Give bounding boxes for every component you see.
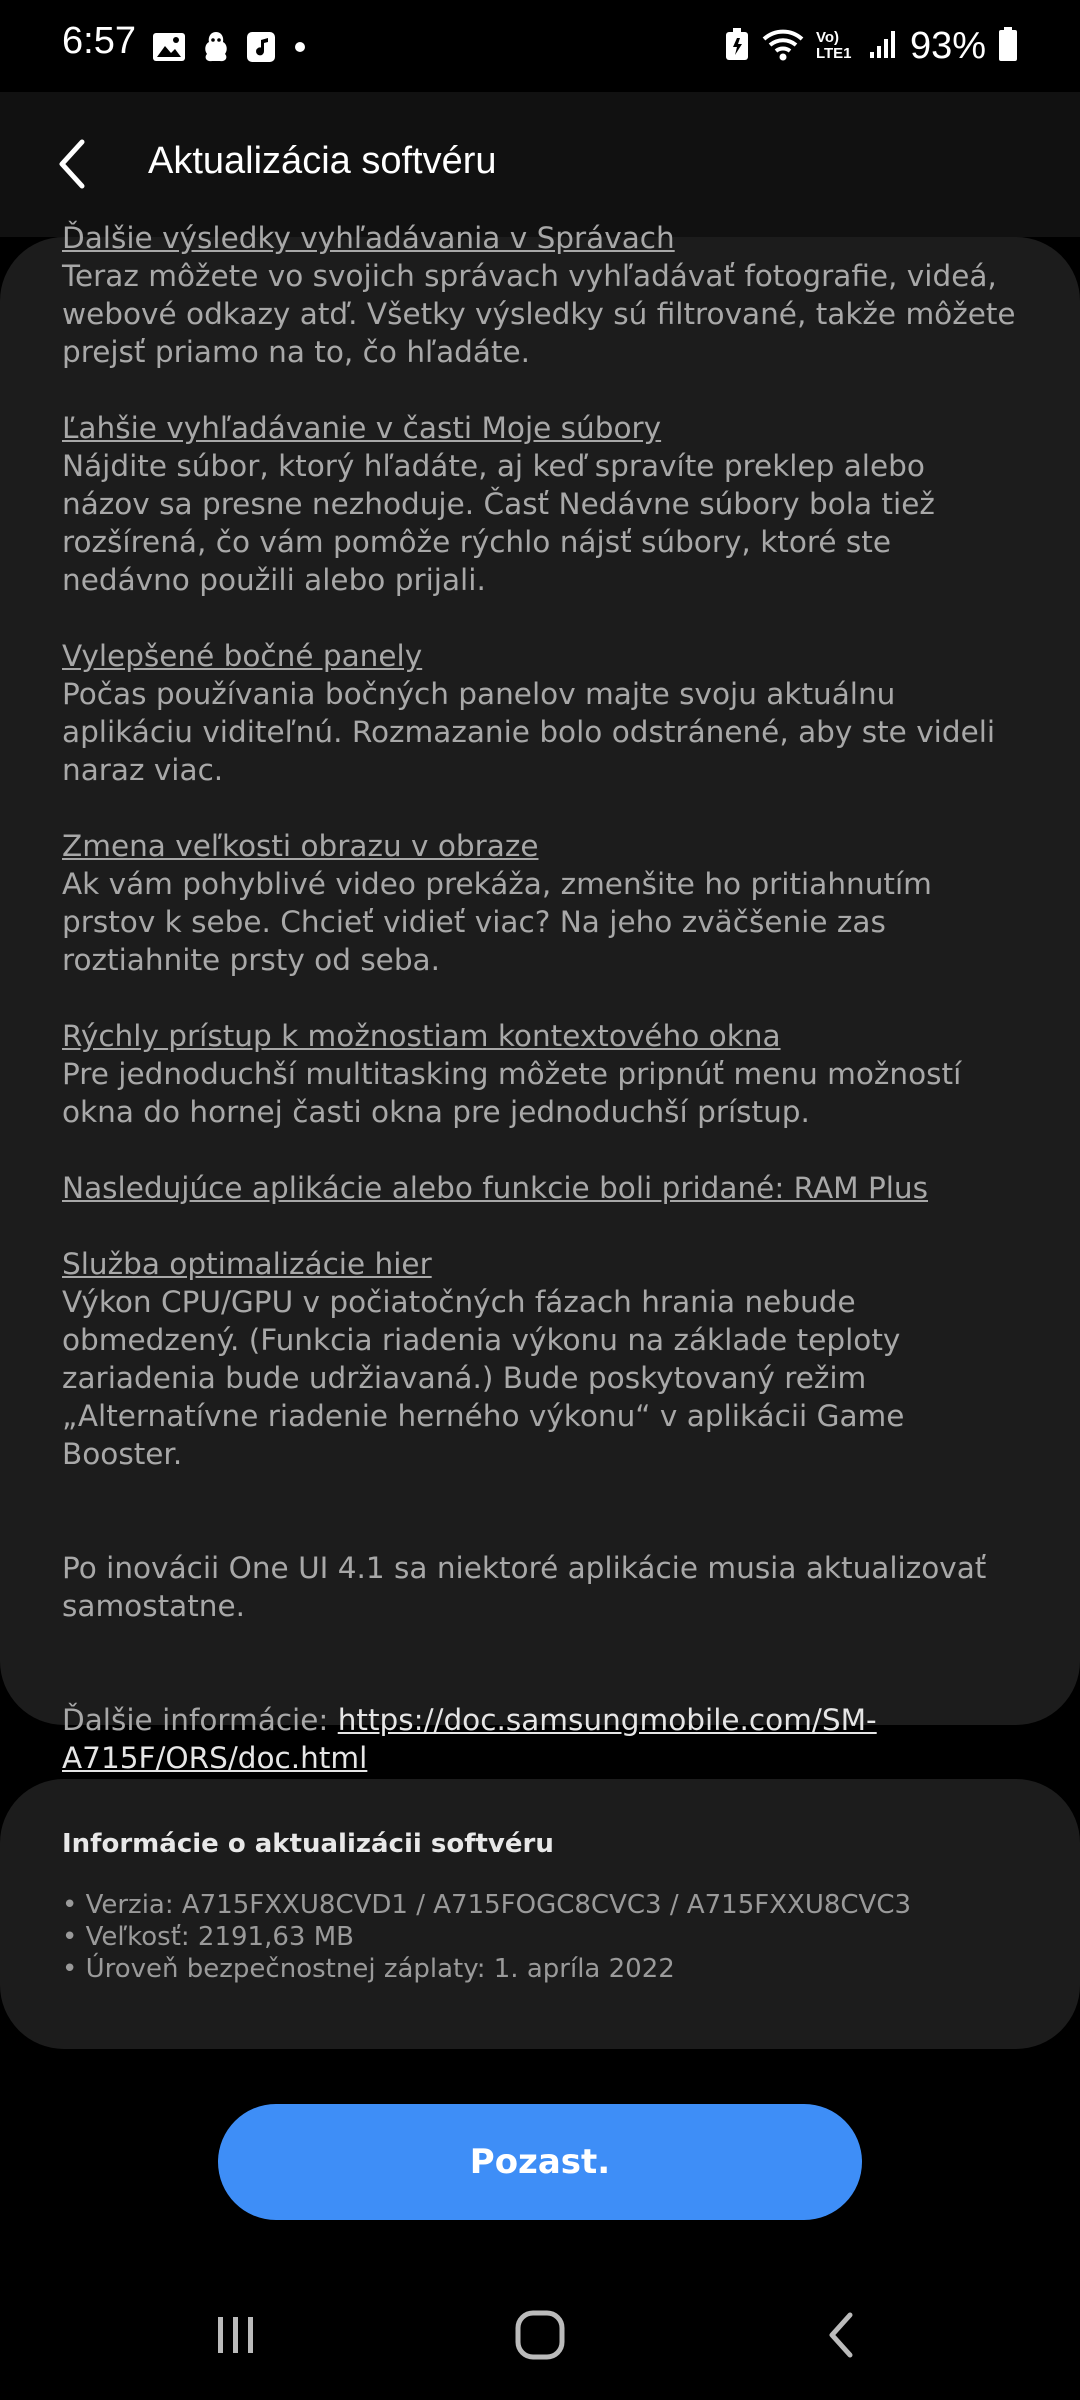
update-info-list	[62, 1889, 911, 1985]
release-notes-card[interactable]	[0, 221, 1080, 1775]
spacer	[62, 1663, 1022, 1701]
note-title[interactable]: Ďalšie výsledky vyhľadávania v Správach	[62, 221, 675, 255]
note-section-edge-panels	[62, 637, 1022, 789]
note-body: Výkon CPU/GPU v počiatočných fázach hrania nebude obmedzený. (Funkcia riadenia výkonu na základe teploty zariadenia bude udržiavaná.) Bude poskytovaný režim „Alternatívne riadenie herného výkonu“ v aplikácii Game Booster.	[62, 1285, 905, 1471]
navigation-bar	[0, 2270, 1080, 2400]
note-section-game-optimization	[62, 1245, 1022, 1473]
note-section-popup	[62, 1017, 1022, 1131]
battery-percent: 93%	[909, 25, 986, 67]
note-body: Nájdite súbor, ktorý hľadáte, aj keď spravíte preklep alebo názov sa presne nezhoduje. Časť Nedávne súbory bola tiež rozšírená, čo vám pomôže rýchlo nájsť súbory, ktoré ste nedávno použili alebo prijali.	[62, 449, 935, 597]
status-bar	[0, 0, 1080, 92]
pause-button[interactable]: Pozast.	[218, 2104, 862, 2220]
note-section-my-files	[62, 409, 1022, 599]
more-info	[62, 1701, 1022, 1777]
note-body: Teraz môžete vo svojich správach vyhľadávať fotografie, videá, webové odkazy atď. Všetky výsledky sú filtrované, takže môžete prejsť priamo na to, čo hľadáte.	[62, 259, 1016, 369]
update-version: • Verzia: A715FXXU8CVD1 / A715FOGC8CVC3 / A715FXXU8CVC3	[62, 1890, 912, 1920]
gallery-icon	[152, 32, 186, 62]
spacer	[62, 1511, 1022, 1549]
recent-apps-icon	[212, 2311, 260, 2359]
back-button[interactable]	[40, 132, 104, 196]
note-body: Počas používania bočných panelov majte svoju aktuálnu aplikáciu viditeľnú. Rozmazanie bolo odstránené, aby ste videli naraz viac.	[62, 677, 996, 787]
music-app-icon	[246, 31, 276, 63]
update-info-title: Informácie o aktualizácii softvéru	[62, 1829, 554, 1859]
nav-back-button[interactable]	[772, 2270, 912, 2400]
battery-icon	[998, 26, 1018, 66]
more-info-link[interactable]: https://doc.samsungmobile.com/SM-A715F/ORS/doc.html	[62, 1703, 877, 1775]
note-body: Ak vám pohyblivé video prekáža, zmenšite ho pritiahnutím prstov k sebe. Chcieť vidieť viac? Na jeho zväčšenie zas roztiahnite prsty od seba.	[62, 867, 932, 977]
notification-app-icon	[200, 30, 232, 64]
app-header	[0, 92, 1080, 237]
home-icon	[512, 2307, 568, 2363]
note-title[interactable]: Ľahšie vyhľadávanie v časti Moje súbory	[62, 411, 662, 445]
note-section-messages	[62, 219, 1022, 371]
note-title[interactable]: Zmena veľkosti obrazu v obraze	[62, 829, 539, 863]
release-notes	[62, 219, 1022, 1815]
note-section-pip	[62, 827, 1022, 979]
status-system-icons	[724, 26, 1018, 66]
chevron-left-icon	[52, 136, 92, 192]
note-title[interactable]: Služba optimalizácie hier	[62, 1247, 432, 1281]
more-info-label: Ďalšie informácie:	[62, 1703, 338, 1737]
wifi-icon	[762, 27, 804, 65]
update-info-card	[0, 1779, 1080, 2049]
back-icon	[822, 2309, 862, 2361]
note-title[interactable]: Nasledujúce aplikácie alebo funkcie boli pridané: RAM Plus	[62, 1171, 929, 1205]
volte-icon: Vo) LTE1	[815, 29, 852, 62]
update-size: • Veľkosť: 2191,63 MB	[62, 1922, 354, 1952]
signal-icon	[868, 28, 898, 64]
status-notification-icons	[152, 30, 310, 64]
dot-icon	[290, 32, 310, 62]
note-title[interactable]: Vylepšené bočné panely	[62, 639, 423, 673]
update-security-patch: • Úroveň bezpečnostnej záplaty: 1. apríla 2022	[62, 1954, 675, 1984]
battery-saver-icon	[724, 26, 750, 66]
note-title[interactable]: Rýchly prístup k možnostiam kontextového okna	[62, 1019, 781, 1053]
status-time: 6:57	[62, 20, 136, 62]
note-body: Pre jednoduchší multitasking môžete pripnúť menu možností okna do hornej časti okna pre jednoduchší prístup.	[62, 1057, 962, 1129]
apps-update-note: Po inovácii One UI 4.1 sa niektoré aplikácie musia aktualizovať samostatne.	[62, 1551, 987, 1623]
page-title: Aktualizácia softvéru	[148, 140, 497, 182]
home-button[interactable]	[470, 2270, 610, 2400]
recent-apps-button[interactable]	[166, 2270, 306, 2400]
note-section-added-apps	[62, 1169, 1022, 1207]
